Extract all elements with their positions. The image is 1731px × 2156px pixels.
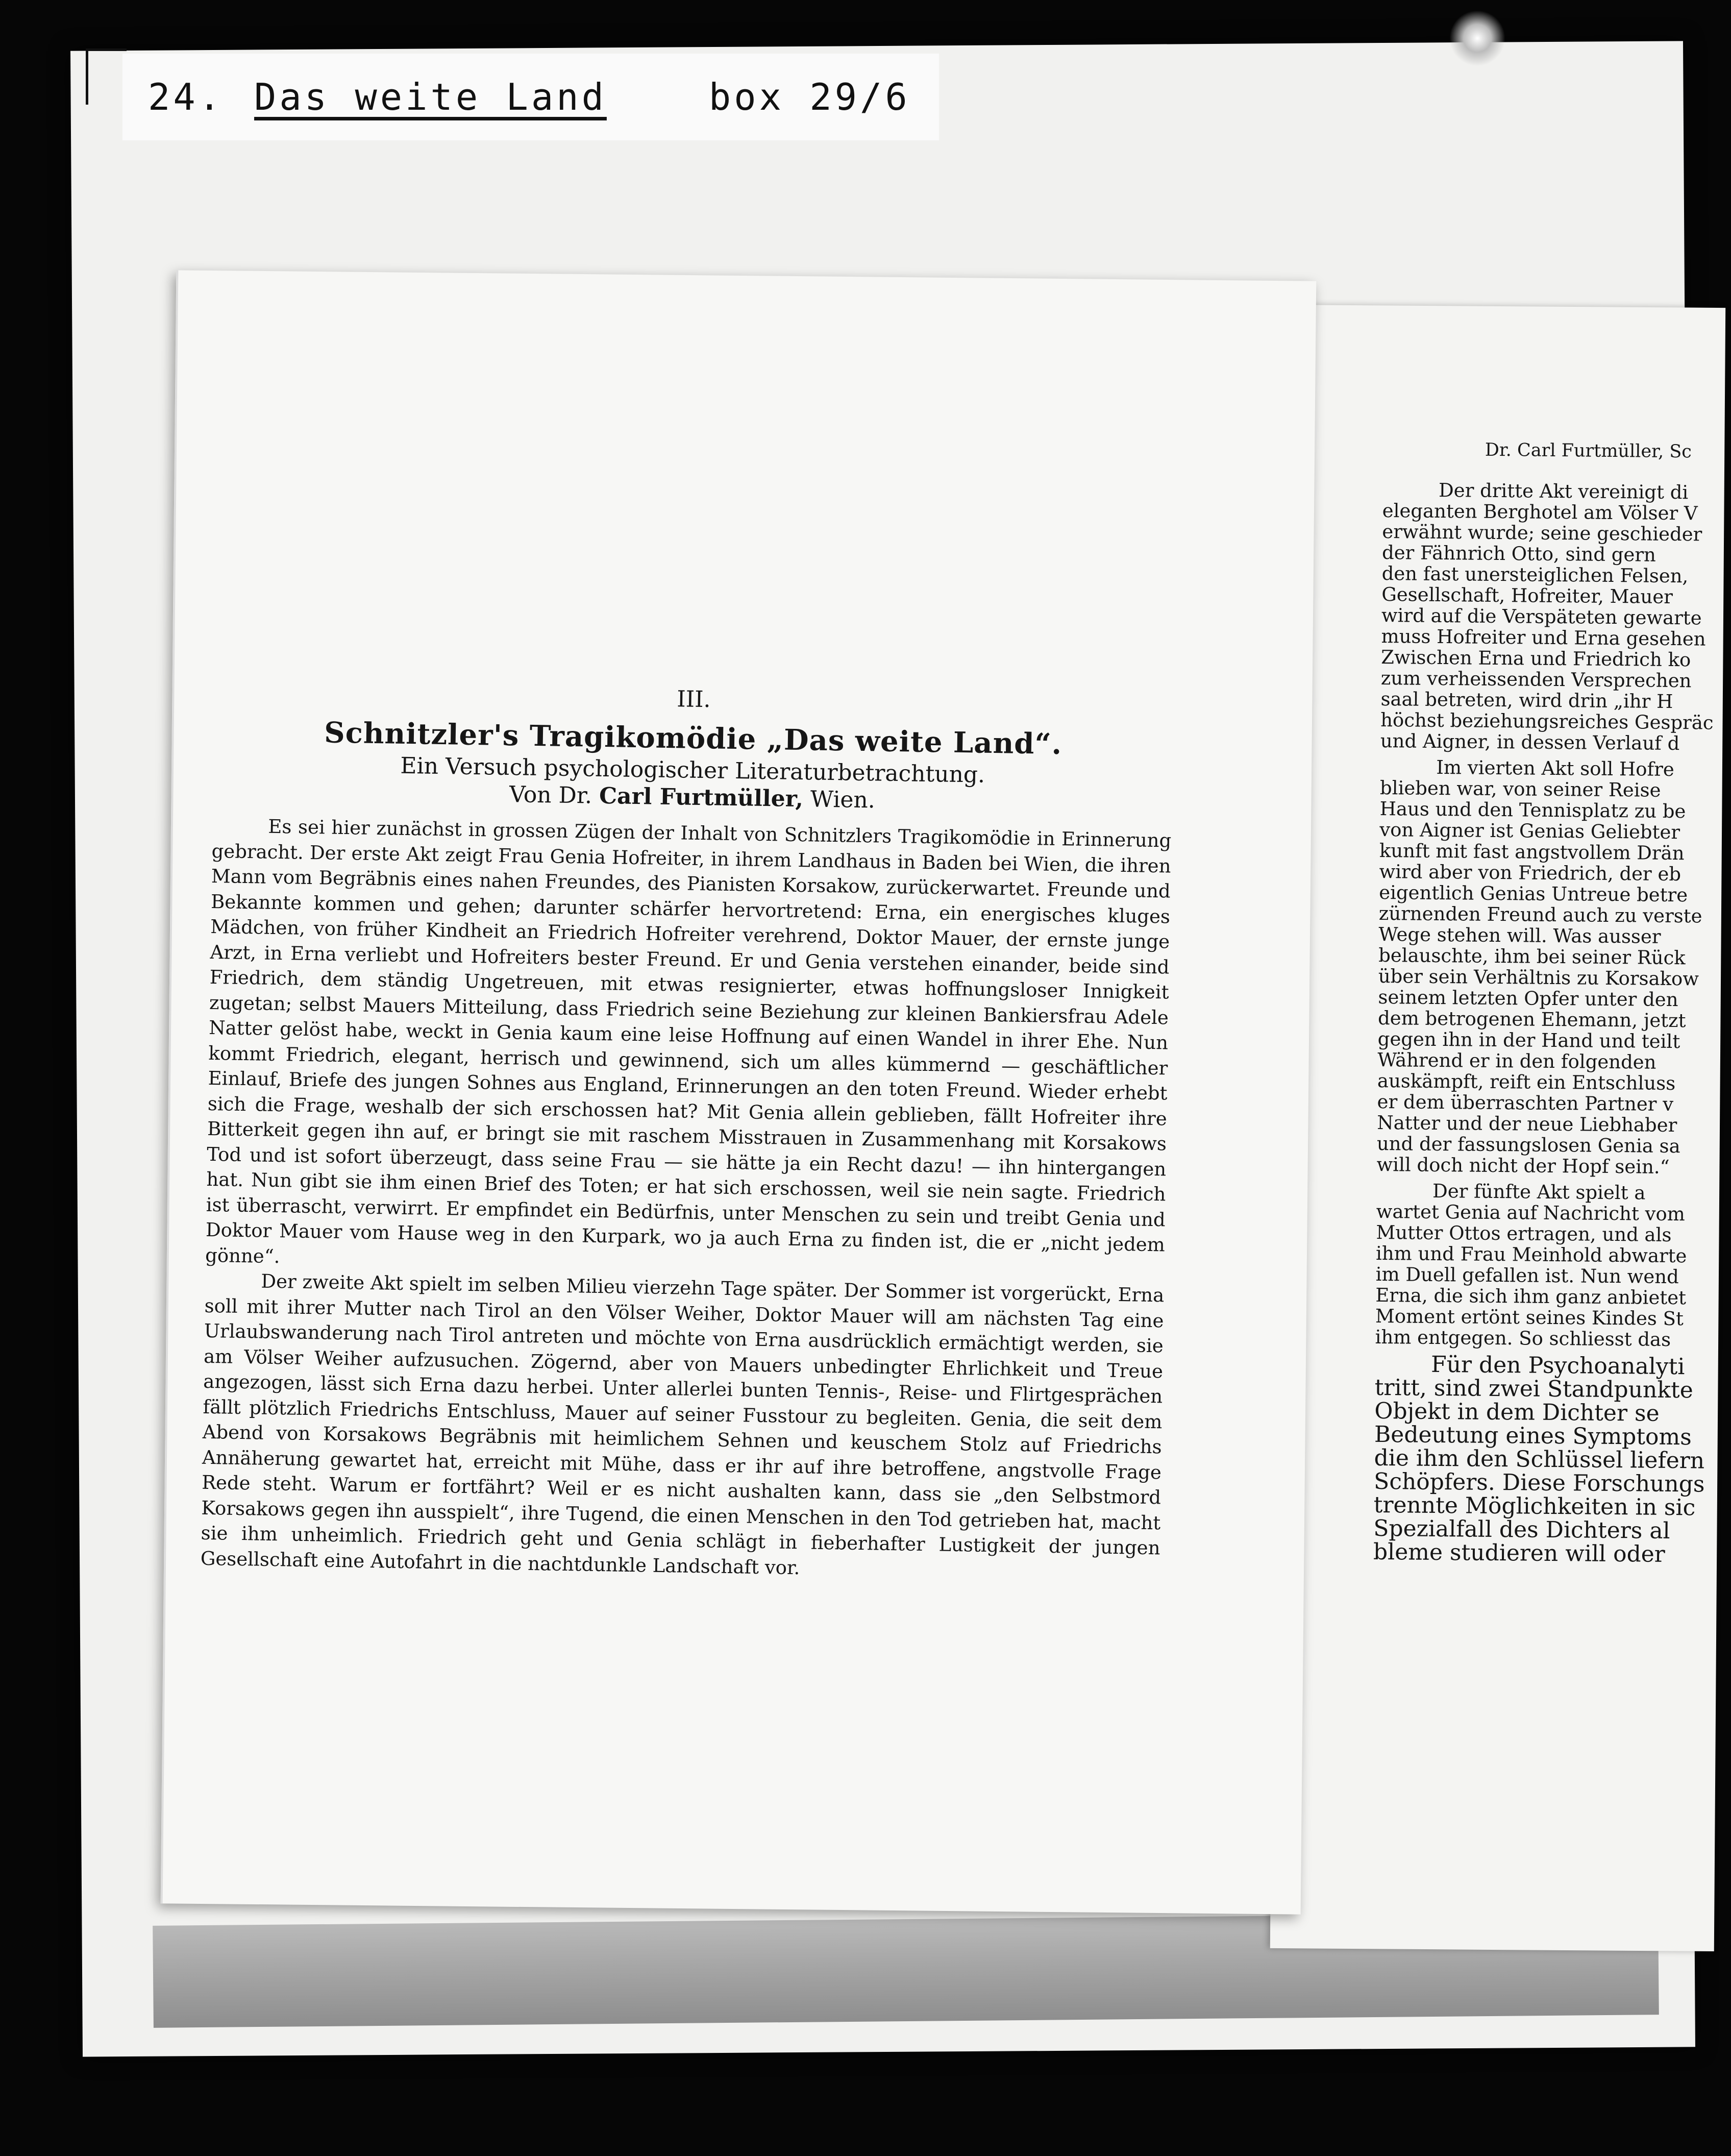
right-page-line: zum verheissenden Versprechen bbox=[1380, 667, 1692, 692]
corner-mark-horizontal bbox=[86, 48, 127, 51]
right-page-line: seinem letzten Opfer unter den bbox=[1378, 986, 1678, 1011]
right-page-line: Mutter Ottos ertragen, und als bbox=[1376, 1221, 1672, 1246]
right-page-line: Im vierten Akt soll Hofre bbox=[1436, 756, 1674, 781]
author-place: Wien. bbox=[810, 786, 876, 814]
right-page-line: wird aber von Friedrich, der eb bbox=[1379, 860, 1681, 886]
right-page-line: Der dritte Akt vereinigt di bbox=[1438, 479, 1689, 504]
right-page-line: Schöpfers. Diese Forschungs bbox=[1373, 1468, 1705, 1498]
right-page-line: ihm und Frau Meinhold abwarte bbox=[1375, 1242, 1687, 1267]
right-page-line: eigentlich Genias Untreue betre bbox=[1379, 881, 1688, 906]
right-page-line: eleganten Berghotel am Völser V bbox=[1382, 499, 1698, 525]
right-page-line: muss Hofreiter und Erna gesehen bbox=[1381, 625, 1706, 650]
label-title: Das weite Land bbox=[254, 76, 607, 118]
right-page-line: und Aigner, in dessen Verlauf d bbox=[1380, 729, 1680, 755]
right-page-line: über sein Verhältnis zu Korsakow bbox=[1378, 965, 1699, 990]
corner-mark bbox=[86, 48, 88, 105]
right-page-line: im Duell gefallen ist. Nun wend bbox=[1375, 1263, 1679, 1288]
article-paragraph: Der zweite Akt spielt im selben Milieu vierzehn Tage später. Der Sommer ist vorgerückt, Erna soll mit ihrer Mutter nach Tirol an den Völser Weiher, Doktor Mauer will am nächsten Tag eine Urlaubswanderung nach Tirol antreten und möchte von Erna ausdrücklich ermächtigt werden, sie am Völser Weiher aufzusuchen. Zögernd, aber von Mauers unbedingter Ehrlichkeit und Treue angezogen, lässt sich Erna dazu herbei. Unter allerlei bunten Tennis-, Reise- und Flirtgesprächen fällt plötzlich Friedrichs Entschluss, Mauer auf seiner Fusstour zu begleiten. Genia, die seit dem Abend von Korsakows Begräbnis mit heimlichem Sehnen und keuschem Stolz auf Friedrichs Annäherung gewartet hat, erreicht mit Mühe, dass er ihr auf ihre betroffene, angstvolle Frage Rede steht. Warum er fortfährt? Weil er es nicht aushalten kann, dass sie „den Selbstmord Korsakows gegen ihn ausspielt“, ihre Tugend, die einen Menschen in den Tod getrieben hat, macht sie ihm unheimlich. Friedrich geht und Genia schlägt in fieberhafter Lustigkeit der jungen Gesellschaft eine Autofahrt in die nachtdunkle Landschaft vor. bbox=[200, 1270, 1165, 1579]
right-page-line: Natter und der neue Liebhaber bbox=[1377, 1111, 1677, 1137]
author-prefix: Von Dr. bbox=[509, 781, 592, 809]
article-subtitle: Ein Versuch psychologischer Literaturbetrachtung. bbox=[400, 752, 985, 788]
right-page-header: Dr. Carl Furtmüller, Sc bbox=[1485, 439, 1692, 462]
right-page-line: Objekt in dem Dichter se bbox=[1374, 1398, 1660, 1427]
right-page-line: höchst beziehungsreiches Gespräc bbox=[1380, 708, 1714, 734]
right-page-lines bbox=[1373, 479, 1731, 1567]
right-page-line: blieben war, von seiner Reise bbox=[1379, 776, 1661, 801]
right-page-line: Während er in den folgenden bbox=[1377, 1048, 1656, 1073]
archive-label bbox=[122, 54, 939, 140]
right-page-line: die ihm den Schlüssel liefern bbox=[1374, 1444, 1705, 1474]
right-page-line: zürnenden Freund auch zu verste bbox=[1378, 902, 1702, 927]
right-page-line: belauschte, ihm bei seiner Rück bbox=[1378, 944, 1686, 969]
right-page-line: Moment ertönt seines Kindes St bbox=[1375, 1305, 1684, 1330]
right-page-line: bleme studieren will oder bbox=[1373, 1538, 1666, 1567]
right-page-text bbox=[1373, 439, 1731, 1567]
article-title: Schnitzler's Tragikomödie „Das weite Land“. bbox=[324, 716, 1062, 762]
right-page-line: erwähnt wurde; seine geschieder bbox=[1382, 520, 1702, 546]
right-page-line: wartet Genia auf Nachricht vom bbox=[1376, 1200, 1686, 1226]
light-flare bbox=[1449, 10, 1505, 66]
article-paragraph: Es sei hier zunächst in grossen Zügen der Inhalt von Schnitzlers Tragikomödie in Erinnerung gebracht. Der erste Akt zeigt Frau Genia Hofreiter, in ihrem Landhaus in Baden bei Wien, die ihren Mann vom Begräbnis eines nahen Freundes, des Pianisten Korsakow, zurückerwartet. Freunde und Bekannte kommen und gehen; darunter schärfer hervortretend: Erna, ein energisches kluges Mädchen, von früher Kindheit an Friedrich Hofreiter verehrend, Doktor Mauer, der ernste junge Arzt, in Erna verliebt und Hofreiters bester Freund. Er und Genia verstehen einander, beide sind Friedrich, dem ständig Ungetreuen, mit etwas resignierter, etwas hoffnungsloser Innigkeit zugetan; selbst Mauers Mitteilung, dass Friedrich seine Beziehung zur kleinen Bankiersfrau Adele Natter gelöst habe, weckt in Genia kaum eine leise Hoffnung auf einen Wandel in ihrer Ehe. Nun kommt Friedrich, elegant, herrisch und gewinnend, sich um alles kümmernd — geschäftlicher Einlauf, Briefe des jungen Sohnes aus England, Erinnerungen an den toten Freund. Wieder erhebt sich die Frage, weshalb der sich erschossen hat? Mit Genia allein geblieben, fällt Hofreiter ihre Bitterkeit gegen ihn auf, er bringt sie mit raschem Misstrauen in Zusammenhang mit Korsakows Tod und ist sofort überzeugt, dass seine Frau — sie hätte ja ein Recht dazu! — ihn hintergangen hat. Nun gibt sie ihm einen Brief des Toten; er hat sich erschossen, weil sie nein sagte. Friedrich ist überrascht, verwirrt. Er empfindet ein Bedürfnis, unter Menschen zu sein und treibt Genia und Doktor Mauer vom Hause weg in den Kurpark, wo ja auch Erna zu finden ist, die er „nicht jedem gönne“. bbox=[205, 815, 1172, 1267]
right-page-line: auskämpft, reift ein Entschluss bbox=[1377, 1069, 1676, 1095]
section-number: III. bbox=[677, 686, 711, 713]
right-page-line: er dem überraschten Partner v bbox=[1377, 1090, 1674, 1116]
author-name: Carl Furtmüller, bbox=[599, 782, 804, 813]
right-page-line: saal betreten, wird drin „ihr H bbox=[1380, 688, 1673, 713]
right-page-line: kunft mit fast angstvollem Drän bbox=[1379, 839, 1685, 865]
right-page-line: Zwischen Erna und Friedrich ko bbox=[1381, 646, 1691, 671]
right-page-line: Wege stehen will. Was ausser bbox=[1378, 923, 1661, 948]
right-page-line: Bedeutung eines Symptoms bbox=[1374, 1421, 1692, 1451]
right-page-line: Spezialfall des Dichters al bbox=[1373, 1515, 1670, 1544]
right-page-line: trennte Möglichkeiten in sic bbox=[1373, 1491, 1696, 1521]
label-number: 24. bbox=[148, 76, 224, 118]
right-page-line: ihm entgegen. So schliesst das bbox=[1375, 1326, 1671, 1351]
right-page-line: tritt, sind zwei Standpunkte bbox=[1374, 1374, 1693, 1404]
right-page-line: gegen ihn in der Hand und teilt bbox=[1377, 1027, 1680, 1053]
right-page-line: den fast unersteiglichen Felsen, bbox=[1381, 562, 1689, 587]
right-page-line: will doch nicht der Hopf sein.“ bbox=[1376, 1153, 1670, 1178]
right-page-line: von Aigner ist Genias Geliebter bbox=[1379, 818, 1680, 844]
right-page-line: Der fünfte Akt spielt a bbox=[1432, 1180, 1646, 1204]
right-page-line: Für den Psychoanalyti bbox=[1430, 1351, 1685, 1380]
right-page-line: der Fähnrich Otto, sind gern bbox=[1381, 541, 1656, 566]
right-page-line: Erna, die sich ihm ganz anbietet bbox=[1375, 1284, 1687, 1309]
right-page-line: Haus und den Tennisplatz zu be bbox=[1379, 797, 1686, 823]
right-page-line: dem betrogenen Ehemann, jetzt bbox=[1377, 1007, 1686, 1032]
article bbox=[201, 679, 1174, 1586]
right-page-line: und der fassungslosen Genia sa bbox=[1376, 1132, 1680, 1158]
right-page-line: Gesellschaft, Hofreiter, Mauer bbox=[1381, 583, 1673, 608]
label-box: box 29/6 bbox=[708, 76, 910, 118]
right-page-line: wird auf die Verspäteten gewarte bbox=[1381, 604, 1702, 629]
